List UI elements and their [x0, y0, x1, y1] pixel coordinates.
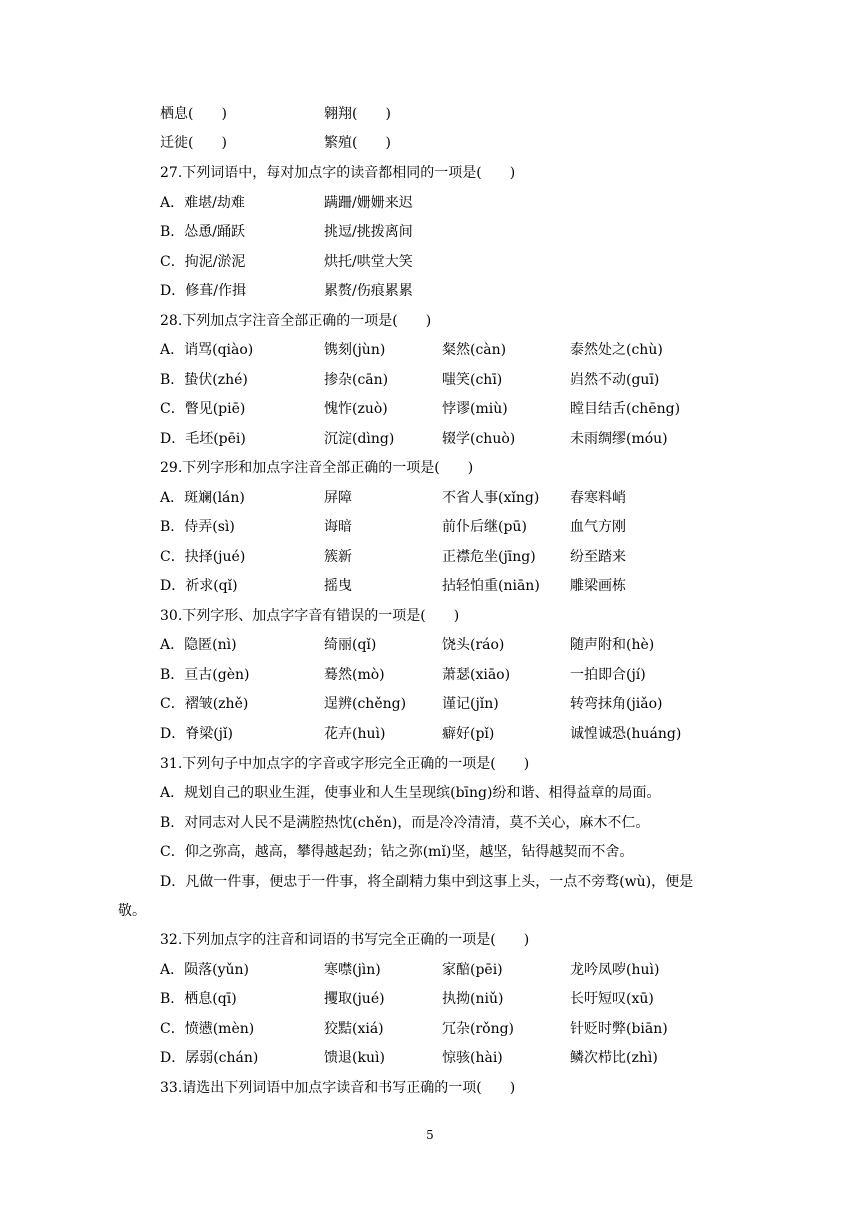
question-28-title: 28.下列加点字注音全部正确的一项是( ) — [160, 313, 432, 329]
option-text: C．抉择(jué) — [160, 549, 246, 565]
option-text: 春寒料峭 — [570, 490, 626, 506]
option-text: 未雨绸缪(móu) — [570, 431, 668, 447]
option-text: 惊骇(hài) — [442, 1050, 503, 1066]
option-text: C．愤懑(mèn) — [160, 1021, 255, 1037]
option-text: 掺杂(cān) — [324, 372, 389, 388]
option-text: 狡黠(xiá) — [324, 1021, 384, 1037]
option-text: 冗杂(rǒng) — [442, 1021, 515, 1037]
option-text: D．脊梁(jǐ) — [160, 726, 233, 742]
question-33-title: 33.请选出下列词语中加点字读音和书写正确的一项( ) — [160, 1080, 516, 1096]
option-text: C．褶皱(zhě) — [160, 696, 249, 712]
option-text: B．栖息(qī) — [160, 991, 237, 1007]
option-sentence: A．规划自己的职业生涯，使事业和人生呈现缤(bīng)纷和谐、相得益章的局面。 — [160, 785, 661, 801]
option-text: 诚惶诚恐(huáng) — [570, 726, 682, 742]
option-text: B．怂恿/踊跃 — [160, 224, 246, 240]
option-text: 针贬时弊(biān) — [570, 1021, 668, 1037]
vocab-item: 繁殖( ) — [324, 135, 391, 151]
option-text: 家醅(pēi) — [442, 962, 503, 978]
option-text: 挑逗/挑拨离间 — [324, 224, 413, 240]
option-text: 馈退(kuì) — [324, 1050, 385, 1066]
option-text: 随声附和(hè) — [570, 637, 655, 653]
option-text: 沉淀(dìng) — [324, 431, 395, 447]
option-text: B．侍弄(sì) — [160, 519, 235, 535]
option-text: 粲然(càn) — [442, 342, 507, 358]
option-text: D．毛坯(pēi) — [160, 431, 246, 447]
page-number: 5 — [426, 1128, 434, 1142]
option-text: D．孱弱(chán) — [160, 1050, 259, 1066]
option-text: 瞠目结舌(chēng) — [570, 401, 681, 417]
option-text: B．亘古(gèn) — [160, 667, 250, 683]
option-text: A．陨落(yǔn) — [160, 962, 249, 978]
option-text: 前仆后继(pū) — [442, 519, 527, 535]
option-text: 攫取(jué) — [324, 991, 385, 1007]
option-text: 嗤笑(chī) — [442, 372, 503, 388]
option-text: 蹒跚/姗姗来迟 — [324, 195, 413, 211]
option-text: 泰然处之(chù) — [570, 342, 663, 358]
option-text: 辍学(chuò) — [442, 431, 516, 447]
option-sentence: D．凡做一件事，便忠于一件事，将全副精力集中到这事上头，一点不旁骛(wù)，便是 — [160, 874, 694, 890]
option-text: 一拍即合(jí) — [570, 667, 646, 683]
option-text: B．蛰伏(zhé) — [160, 372, 248, 388]
option-text: 累赘/伤痕累累 — [324, 283, 413, 299]
option-text: 花卉(huì) — [324, 726, 386, 742]
option-text: 烘托/哄堂大笑 — [324, 254, 413, 270]
vocab-item: 栖息( ) — [160, 106, 227, 122]
option-text: D．祈求(qǐ) — [160, 578, 238, 594]
option-sentence-continued: 敬。 — [118, 903, 146, 919]
option-text: 蓦然(mò) — [324, 667, 385, 683]
option-text: 镌刻(jùn) — [324, 342, 386, 358]
vocab-item: 翱翔( ) — [324, 106, 391, 122]
option-text: 饶头(ráo) — [442, 637, 505, 653]
option-text: 纷至踏来 — [570, 549, 626, 565]
question-29-title: 29.下列字形和加点字注音全部正确的一项是( ) — [160, 460, 474, 476]
option-text: 执拗(niǔ) — [442, 991, 504, 1007]
option-text: 悖谬(miù) — [442, 401, 508, 417]
question-31-title: 31.下列句子中加点字的字音或字形完全正确的一项是( ) — [160, 756, 530, 772]
option-text: A．隐匿(nì) — [160, 637, 237, 653]
question-27-title: 27.下列词语中，每对加点字的读音都相同的一项是( ) — [160, 165, 516, 181]
option-text: 长吁短叹(xū) — [570, 991, 654, 1007]
option-text: 不省人事(xǐng) — [442, 490, 540, 506]
option-text: 寒噤(jìn) — [324, 962, 381, 978]
option-text: 岿然不动(guī) — [570, 372, 660, 388]
option-text: A．斑斓(lán) — [160, 490, 245, 506]
option-text: C．拘泥/淤泥 — [160, 254, 246, 270]
option-text: 绮丽(qǐ) — [324, 637, 377, 653]
option-sentence: B．对同志对人民不是满腔热忱(chěn)，而是冷冷清清，莫不关心，麻木不仁。 — [160, 815, 650, 831]
vocab-item: 迁徙( ) — [160, 135, 227, 151]
option-text: 逞辨(chěng) — [324, 696, 407, 712]
option-text: 癖好(pǐ) — [442, 726, 495, 742]
option-text: A．难堪/劫难 — [160, 195, 245, 211]
option-sentence: C．仰之弥高，越高，攀得越起劲；钻之弥(mǐ)坚，越坚，钻得越契而不舍。 — [160, 844, 634, 860]
option-text: D．修葺/作揖 — [160, 283, 246, 299]
option-text: 龙吟凤哕(huì) — [570, 962, 660, 978]
option-text: 愧怍(zuò) — [324, 401, 388, 417]
option-text: 雕梁画栋 — [570, 578, 626, 594]
option-text: 拈轻怕重(niān) — [442, 578, 540, 594]
option-text: 血气方刚 — [570, 519, 626, 535]
question-32-title: 32.下列加点字的注音和词语的书写完全正确的一项是( ) — [160, 932, 530, 948]
option-text: 正襟危坐(jīng) — [442, 549, 536, 565]
option-text: 谨记(jǐn) — [442, 696, 499, 712]
option-text: C．瞥见(piē) — [160, 401, 246, 417]
question-30-title: 30.下列字形、加点字字音有错误的一项是( ) — [160, 608, 460, 624]
option-text: 萧瑟(xiāo) — [442, 667, 511, 683]
option-text: 转弯抹角(jiǎo) — [570, 696, 663, 712]
option-text: A．诮骂(qiào) — [160, 342, 254, 358]
option-text: 屏障 — [324, 490, 352, 506]
option-text: 摇曳 — [324, 578, 352, 594]
option-text: 诲暗 — [324, 519, 352, 535]
option-text: 鳞次栉比(zhì) — [570, 1050, 658, 1066]
option-text: 簇新 — [324, 549, 352, 565]
